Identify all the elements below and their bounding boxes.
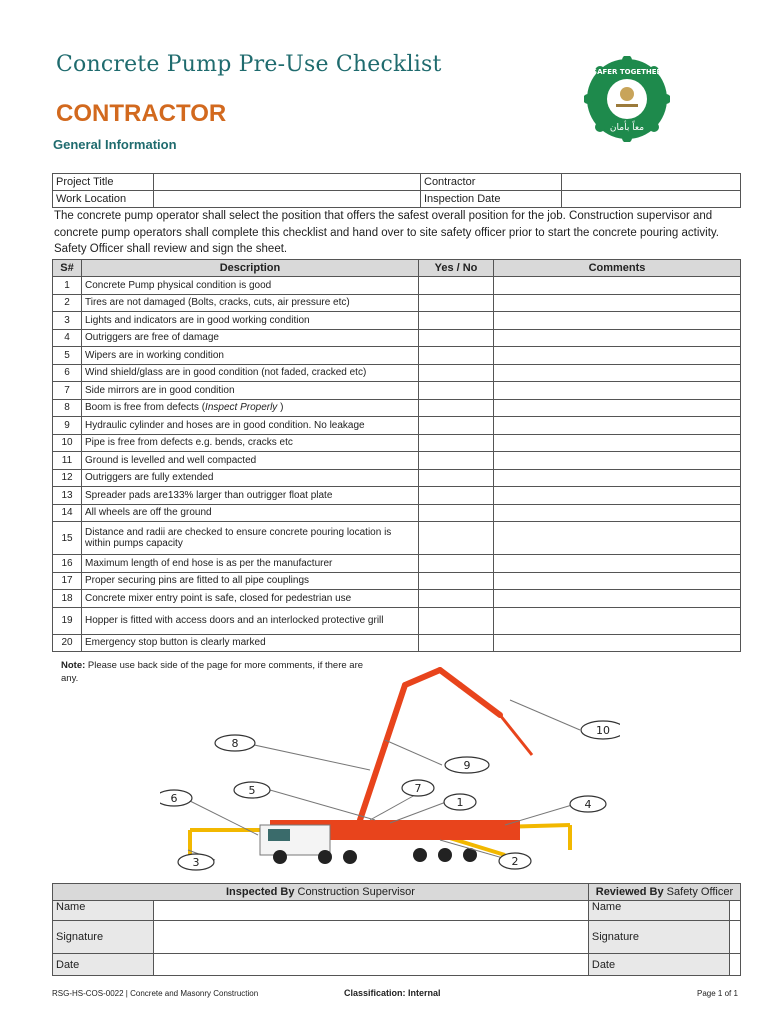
item-number: 9 — [53, 417, 82, 435]
yesno-field[interactable] — [419, 399, 494, 417]
item-number: 18 — [53, 590, 82, 608]
yesno-field[interactable] — [419, 434, 494, 452]
callout-1: 1 — [456, 796, 464, 809]
comments-field[interactable] — [494, 294, 741, 312]
checklist-row — [53, 504, 741, 522]
checklist-row — [53, 590, 741, 608]
note-label: Note: — [61, 660, 86, 671]
intro-paragraph: The concrete pump operator shall select the position that offers the safest overall position for the job. Construction supervisor and concrete pump operators shall complete this checklist and hand over to site safety officer prior to start the concrete pouring activity. Safety Officer shall review and sign the sheet. — [54, 210, 719, 255]
comments-field[interactable] — [494, 504, 741, 522]
checklist-row — [53, 607, 741, 634]
comments-field[interactable] — [494, 487, 741, 505]
callout-5: 5 — [248, 784, 256, 797]
comments-field[interactable] — [494, 382, 741, 400]
yesno-field[interactable] — [419, 452, 494, 470]
checklist-row — [53, 434, 741, 452]
comments-field[interactable] — [494, 522, 741, 555]
item-description: Pipe is free from defects e.g. bends, cracks etc — [82, 434, 419, 452]
comments-field[interactable] — [494, 417, 741, 435]
checklist-row — [53, 382, 741, 400]
yesno-field[interactable] — [419, 347, 494, 365]
page-number: Page 1 of 1 — [697, 989, 738, 998]
yesno-field[interactable] — [419, 522, 494, 555]
item-number: 2 — [53, 294, 82, 312]
item-description: All wheels are off the ground — [82, 504, 419, 522]
comments-field[interactable] — [494, 590, 741, 608]
sn-header: S# — [53, 260, 82, 277]
checklist-row — [53, 312, 741, 330]
callout-9: 9 — [463, 759, 471, 772]
inspection-date-field[interactable] — [562, 191, 741, 208]
yesno-field[interactable] — [419, 294, 494, 312]
comments-field[interactable] — [494, 329, 741, 347]
yesno-field[interactable] — [419, 607, 494, 634]
item-description: Tires are not damaged (Bolts, cracks, cuts, air pressure etc) — [82, 294, 419, 312]
item-number: 11 — [53, 452, 82, 470]
yesno-field[interactable] — [419, 572, 494, 590]
item-description: Ground is levelled and well compacted — [82, 452, 419, 470]
contractor-field[interactable] — [562, 174, 741, 191]
concrete-pump-diagram — [160, 655, 620, 877]
comments-header: Comments — [494, 260, 741, 277]
note-text: Please use back side of the page for more comments, if there are any. — [61, 660, 364, 684]
reviewed-by-header: Reviewed By Safety Officer — [588, 884, 740, 901]
item-description: Boom is free from defects (Inspect Properly ) — [82, 399, 419, 417]
general-info-table — [52, 173, 741, 208]
comments-field[interactable] — [494, 607, 741, 634]
yesno-field[interactable] — [419, 634, 494, 652]
checklist-table — [52, 259, 741, 652]
item-number: 20 — [53, 634, 82, 652]
yesno-field[interactable] — [419, 277, 494, 295]
item-description: Hydraulic cylinder and hoses are in good condition. No leakage — [82, 417, 419, 435]
work-location-field[interactable] — [154, 191, 421, 208]
checklist-row — [53, 572, 741, 590]
checklist-row — [53, 294, 741, 312]
reviewer-name-field[interactable] — [729, 901, 740, 921]
item-description: Lights and indicators are in good working condition — [82, 312, 419, 330]
item-number: 6 — [53, 364, 82, 382]
document-code: RSG-HS-COS-0022 | Concrete and Masonry Construction — [52, 989, 259, 998]
item-number: 8 — [53, 399, 82, 417]
checklist-row — [53, 522, 741, 555]
item-description: Spreader pads are133% larger than outrigger float plate — [82, 487, 419, 505]
comments-field[interactable] — [494, 452, 741, 470]
checklist-row — [53, 277, 741, 295]
checklist-row — [53, 452, 741, 470]
checklist-row — [53, 399, 741, 417]
yesno-field[interactable] — [419, 469, 494, 487]
yesno-field[interactable] — [419, 382, 494, 400]
yesno-field[interactable] — [419, 590, 494, 608]
callout-7: 7 — [414, 782, 422, 795]
reviewer-signature-label: Signature — [588, 921, 729, 954]
checklist-row — [53, 417, 741, 435]
comments-field[interactable] — [494, 469, 741, 487]
safer-together-badge — [584, 56, 670, 142]
comments-field[interactable] — [494, 572, 741, 590]
item-number: 4 — [53, 329, 82, 347]
project-title-field[interactable] — [154, 174, 421, 191]
callout-3: 3 — [192, 856, 200, 869]
item-description: Outriggers are free of damage — [82, 329, 419, 347]
checklist-row — [53, 469, 741, 487]
project-title-label: Project Title — [53, 174, 154, 191]
item-number: 14 — [53, 504, 82, 522]
work-location-label: Work Location — [53, 191, 154, 208]
comments-field[interactable] — [494, 347, 741, 365]
item-description: Outriggers are fully extended — [82, 469, 419, 487]
item-description: Distance and radii are checked to ensure concrete pouring location is within pumps capacity — [82, 522, 419, 555]
emblem-icon — [620, 87, 634, 101]
item-description: Emergency stop button is clearly marked — [82, 634, 419, 652]
general-information-heading: General Information — [53, 137, 177, 152]
item-description: Wind shield/glass are in good condition (not faded, cracked etc) — [82, 364, 419, 382]
inspector-name-field[interactable] — [154, 901, 589, 921]
callout-4: 4 — [584, 798, 592, 811]
item-number: 15 — [53, 522, 82, 555]
checklist-row — [53, 555, 741, 573]
reviewer-date-label: Date — [588, 954, 729, 976]
item-number: 19 — [53, 607, 82, 634]
document-title: Concrete Pump Pre-Use Checklist — [56, 52, 442, 77]
item-number: 1 — [53, 277, 82, 295]
badge-arabic: معاً بأمان — [609, 123, 645, 133]
callout-2: 2 — [511, 855, 519, 868]
checklist-row — [53, 487, 741, 505]
checklist-row — [53, 634, 741, 652]
item-description: Wipers are in working condition — [82, 347, 419, 365]
inspected-by-header: Inspected By Construction Supervisor — [53, 884, 589, 901]
yesno-field[interactable] — [419, 312, 494, 330]
item-description: Side mirrors are in good condition — [82, 382, 419, 400]
callout-10: 10 — [596, 724, 610, 737]
item-number: 7 — [53, 382, 82, 400]
item-number: 12 — [53, 469, 82, 487]
comments-field[interactable] — [494, 634, 741, 652]
yesno-field[interactable] — [419, 364, 494, 382]
item-description: Proper securing pins are fitted to all pipe couplings — [82, 572, 419, 590]
comments-field[interactable] — [494, 555, 741, 573]
classification: Classification: Internal — [344, 988, 441, 998]
reviewer-name-label: Name — [588, 901, 729, 921]
item-number: 17 — [53, 572, 82, 590]
yesno-field[interactable] — [419, 417, 494, 435]
checklist-row — [53, 347, 741, 365]
inspector-signature-field[interactable] — [154, 921, 589, 954]
inspector-name-label: Name — [53, 901, 154, 921]
yesno-field[interactable] — [419, 504, 494, 522]
inspector-date-label: Date — [53, 954, 154, 976]
badge-text: SAFER TOGETHER — [592, 68, 662, 76]
inspector-date-field[interactable] — [154, 954, 589, 976]
item-description: Maximum length of end hose is as per the manufacturer — [82, 555, 419, 573]
item-description: Hopper is fitted with access doors and an interlocked protective grill — [82, 607, 419, 634]
item-description: Concrete Pump physical condition is good — [82, 277, 419, 295]
yesno-field[interactable] — [419, 329, 494, 347]
item-number: 16 — [53, 555, 82, 573]
checklist-row — [53, 364, 741, 382]
checklist-row — [53, 329, 741, 347]
callout-6: 6 — [170, 792, 178, 805]
comments-field[interactable] — [494, 277, 741, 295]
comments-field[interactable] — [494, 364, 741, 382]
description-header: Description — [82, 260, 419, 277]
comments-field[interactable] — [494, 434, 741, 452]
item-number: 10 — [53, 434, 82, 452]
contractor-heading: CONTRACTOR — [56, 100, 227, 127]
yesno-field[interactable] — [419, 555, 494, 573]
item-number: 5 — [53, 347, 82, 365]
item-number: 13 — [53, 487, 82, 505]
contractor-label: Contractor — [421, 174, 562, 191]
yesno-header: Yes / No — [419, 260, 494, 277]
item-number: 3 — [53, 312, 82, 330]
inspection-date-label: Inspection Date — [421, 191, 562, 208]
callout-8: 8 — [231, 737, 239, 750]
reviewer-date-field[interactable] — [729, 954, 740, 976]
comments-field[interactable] — [494, 312, 741, 330]
yesno-field[interactable] — [419, 487, 494, 505]
item-description: Concrete mixer entry point is safe, closed for pedestrian use — [82, 590, 419, 608]
inspector-signature-label: Signature — [53, 921, 154, 954]
comments-field[interactable] — [494, 399, 741, 417]
signoff-table — [52, 883, 741, 976]
reviewer-signature-field[interactable] — [729, 921, 740, 954]
